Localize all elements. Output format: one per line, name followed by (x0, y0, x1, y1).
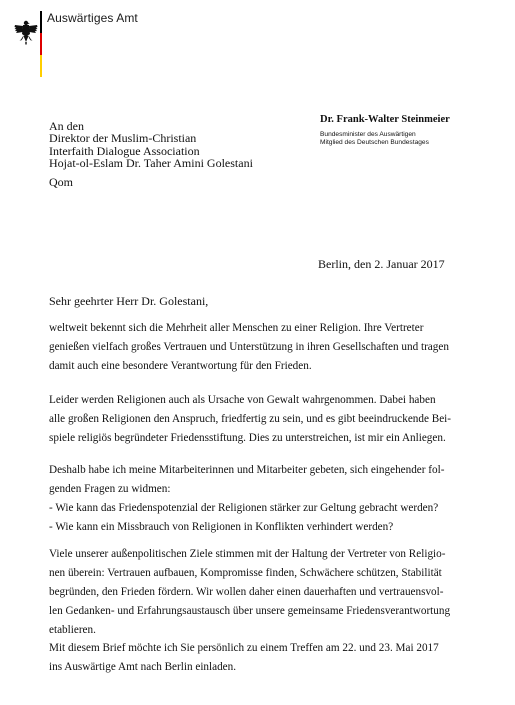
flag-stripe-black (40, 11, 42, 33)
sender-name: Dr. Frank-Walter Steinmeier (320, 114, 450, 125)
federal-eagle-icon (14, 20, 38, 46)
paragraph-line: Deshalb habe ich meine Mitarbeiterinnen und Mitarbeiter gebeten, sich eingehender fol- (49, 464, 445, 476)
paragraph-line: Leider werden Religionen auch als Ursache von Gewalt wahrgenommen. Dabei haben (49, 394, 436, 406)
paragraph-line: - Wie kann das Friedenspotenzial der Religionen stärker zur Geltung gebracht werden? (49, 502, 439, 514)
paragraph-line: etablieren. (49, 624, 96, 636)
recipient-address (49, 120, 253, 169)
address-line: Interfaith Dialogue Association (49, 143, 200, 158)
address-line: Hojat-ol-Eslam Dr. Taher Amini Golestani (49, 155, 253, 170)
body-paragraph-2 (49, 391, 479, 448)
flag-bar (40, 11, 42, 77)
paragraph-line: genießen vielfach großes Vertrauen und Unterstützung in ihren Gesellschaften und tragen (49, 341, 449, 353)
recipient-city: Qom (49, 175, 73, 189)
paragraph-line: alle großen Religionen den Anspruch, friedfertig zu sein, und es gibt beeindruckende Bei- (49, 413, 452, 425)
paragraph-line: begründen, den Frieden fördern. Wir wollen daher einen dauerhaften und vertrauensvol- (49, 586, 444, 598)
paragraph-line: genden Fragen zu widmen: (49, 483, 171, 495)
body-paragraph-5 (49, 639, 479, 677)
paragraph-line: nen überein: Vertrauen aufbauen, Kompromisse finden, Schwächere schützen, Stabilität (49, 567, 442, 579)
paragraph-line: weltweit bekennt sich die Mehrheit aller Menschen zu einer Religion. Ihre Vertreter (49, 322, 424, 334)
paragraph-line: Viele unserer außenpolitischen Ziele stimmen mit der Haltung der Vertreter von Religio- (49, 548, 446, 560)
paragraph-line: spiele religiös begründeter Friedensstiftung. Dies zu unterstreichen, ist mir ein Anliegen. (49, 432, 446, 444)
paragraph-line: - Wie kann ein Missbrauch von Religionen in Konflikten verhindert werden? (49, 521, 394, 533)
flag-stripe-red (40, 33, 42, 55)
institution-name: Auswärtiges Amt (47, 11, 138, 25)
salutation: Sehr geehrter Herr Dr. Golestani, (49, 294, 209, 308)
paragraph-line: len Gedanken- und Erfahrungsaustausch über unsere gemeinsame Friedensverantwortung (49, 605, 451, 617)
address-line: Direktor der Muslim-Christian (49, 131, 197, 146)
letter-date: Berlin, den 2. Januar 2017 (318, 257, 445, 271)
sender-block (320, 114, 510, 147)
sender-title-1: Bundesminister des Auswärtigen (320, 131, 416, 138)
paragraph-line: Mit diesem Brief möchte ich Sie persönlich zu einem Treffen am 22. und 23. Mai 2017 (49, 642, 439, 654)
sender-title-2: Mitglied des Deutschen Bundestages (320, 139, 429, 146)
address-line: An den (49, 119, 84, 133)
body-paragraph-1 (49, 319, 479, 376)
flag-stripe-gold (40, 55, 42, 77)
paragraph-line: ins Auswärtige Amt nach Berlin einladen. (49, 661, 237, 673)
body-paragraph-3 (49, 461, 479, 537)
paragraph-line: damit auch eine besondere Verantwortung für den Frieden. (49, 360, 312, 372)
body-paragraph-4 (49, 545, 479, 640)
